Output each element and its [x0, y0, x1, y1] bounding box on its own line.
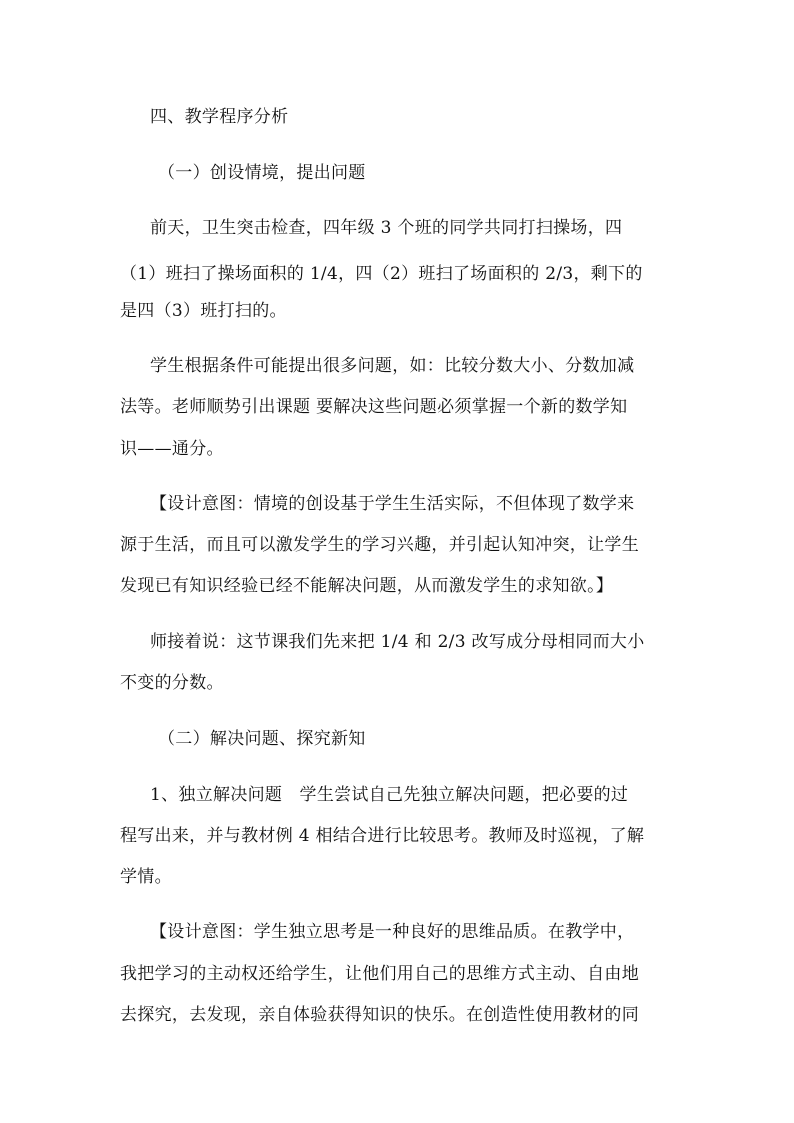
design-intent-line: 源于生活，而且可以激发学生的学习兴趣，并引起认知冲突，让学生: [120, 535, 639, 555]
paragraph-line: 不变的分数。: [120, 673, 224, 693]
section-heading: 四、教学程序分析: [150, 107, 289, 127]
paragraph-line: 学生根据条件可能提出很多问题，如：比较分数大小、分数加减: [150, 356, 635, 376]
design-intent-line: 发现已有知识经验已经不能解决问题，从而激发学生的求知欲。】: [120, 576, 614, 596]
paragraph-line: 是四（3）班打扫的。: [120, 301, 287, 321]
paragraph-line: 程写出来，并与教材例 4 相结合进行比较思考。教师及时巡视，了解: [120, 826, 645, 846]
design-intent-line: 我把学习的主动权还给学生，让他们用自己的思维方式主动、自由地: [120, 964, 639, 984]
design-intent-line: 【设计意图：情境的创设基于学生生活实际，不但体现了数学来: [150, 494, 635, 514]
paragraph-line: 学情。: [120, 867, 172, 887]
design-intent-line: 【设计意图：学生独立思考是一种良好的思维品质。在教学中，: [150, 922, 635, 942]
subsection-heading: （二）解决问题、探究新知: [158, 729, 366, 749]
paragraph-line: 前天，卫生突击检查，四年级 3 个班的同学共同打扫操场，四: [150, 218, 623, 238]
paragraph-line: （1）班扫了操场面积的 1/4，四（2）班扫了场面积的 2/3，剩下的: [120, 264, 643, 284]
paragraph-line: 识——通分。: [120, 439, 224, 459]
subsection-heading: （一）创设情境，提出问题: [158, 163, 366, 183]
paragraph-line: 师接着说：这节课我们先来把 1/4 和 2/3 改写成分母相同而大小: [150, 632, 645, 652]
design-intent-line: 去探究，去发现，亲自体验获得知识的快乐。在创造性使用教材的同: [120, 1005, 639, 1025]
paragraph-line: 1、独立解决问题 学生尝试自己先独立解决问题，把必要的过: [150, 785, 629, 805]
paragraph-line: 法等。老师顺势引出课题 要解决这些问题必须掌握一个新的数学知: [120, 397, 628, 417]
